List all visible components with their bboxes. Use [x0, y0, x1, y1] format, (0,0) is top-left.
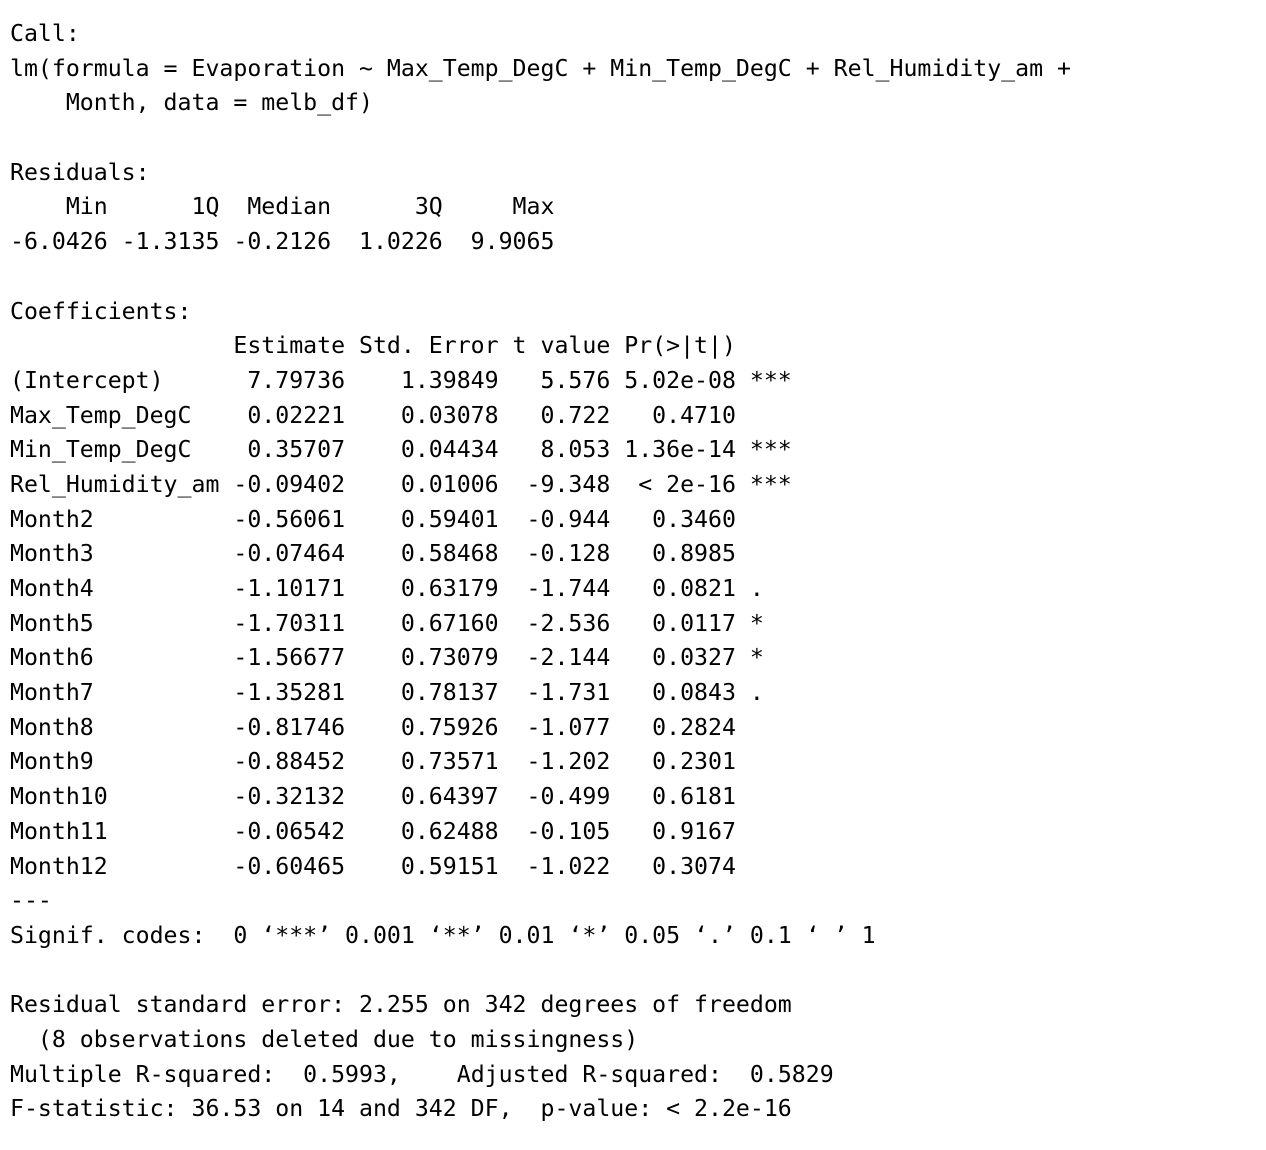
coefficient-row: Min_Temp_DegC 0.35707 0.04434 8.053 1.36e-14 *** — [10, 436, 792, 464]
blank-line — [10, 121, 1071, 156]
residual-standard-error: Residual standard error: 2.255 on 342 degrees of freedom — [10, 991, 792, 1019]
missingness-note: (8 observations deleted due to missingness) — [10, 1025, 639, 1053]
coefficient-row: Month3 -0.07464 0.58468 -0.128 0.8985 — [10, 540, 792, 568]
coefficients-heading: Coefficients: — [10, 297, 192, 325]
call-formula-line-2: Month, data = melb_df) — [10, 89, 373, 117]
r-squared-line: Multiple R-squared: 0.5993, Adjusted R-squared: 0.5829 — [10, 1060, 848, 1088]
coefficient-row: Month9 -0.88452 0.73571 -1.202 0.2301 — [10, 748, 792, 776]
coefficient-row: Month11 -0.06542 0.62488 -0.105 0.9167 — [10, 817, 792, 845]
coefficient-row: Month8 -0.81746 0.75926 -1.077 0.2824 — [10, 713, 792, 741]
blank-line — [10, 260, 1071, 295]
coefficient-row: Month10 -0.32132 0.64397 -0.499 0.6181 — [10, 783, 792, 811]
coefficient-row: Month7 -1.35281 0.78137 -1.731 0.0843 . — [10, 679, 792, 707]
coefficient-row: Month4 -1.10171 0.63179 -1.744 0.0821 . — [10, 575, 792, 602]
coefficients-separator: --- — [10, 887, 52, 915]
call-formula-line-1: lm(formula = Evaporation ~ Max_Temp_DegC + Min_Temp_DegC + Rel_Humidity_am + — [10, 54, 1071, 82]
coefficient-row: Month12 -0.60465 0.59151 -1.022 0.3074 — [10, 852, 792, 880]
residuals-header-row: Min 1Q Median 3Q Max — [10, 193, 555, 221]
residuals-heading: Residuals: — [10, 158, 150, 186]
coefficient-row: Rel_Humidity_am -0.09402 0.01006 -9.348 < 2e-16 *** — [10, 470, 792, 498]
call-heading: Call: — [10, 20, 80, 47]
coefficient-row: Month2 -0.56061 0.59401 -0.944 0.3460 — [10, 505, 792, 533]
blank-line — [10, 954, 1071, 989]
residuals-values-row: -6.0426 -1.3135 -0.2126 1.0226 9.9065 — [10, 228, 555, 256]
coefficients-header-row: Estimate Std. Error t value Pr(>|t|) — [10, 332, 792, 360]
signif-codes: Signif. codes: 0 ‘***’ 0.001 ‘**’ 0.01 ‘*’ 0.05 ‘.’ 0.1 ‘ ’ 1 — [10, 921, 876, 949]
coefficient-row: Month5 -1.70311 0.67160 -2.536 0.0117 * — [10, 609, 792, 637]
coefficient-row: Month6 -1.56677 0.73079 -2.144 0.0327 * — [10, 644, 792, 672]
r-console-output — [10, 17, 1071, 1127]
f-statistic-line: F-statistic: 36.53 on 14 and 342 DF, p-value: < 2.2e-16 — [10, 1095, 792, 1123]
coefficient-row: Max_Temp_DegC 0.02221 0.03078 0.722 0.4710 — [10, 401, 792, 429]
coefficient-row: (Intercept) 7.79736 1.39849 5.576 5.02e-08 *** — [10, 366, 792, 394]
